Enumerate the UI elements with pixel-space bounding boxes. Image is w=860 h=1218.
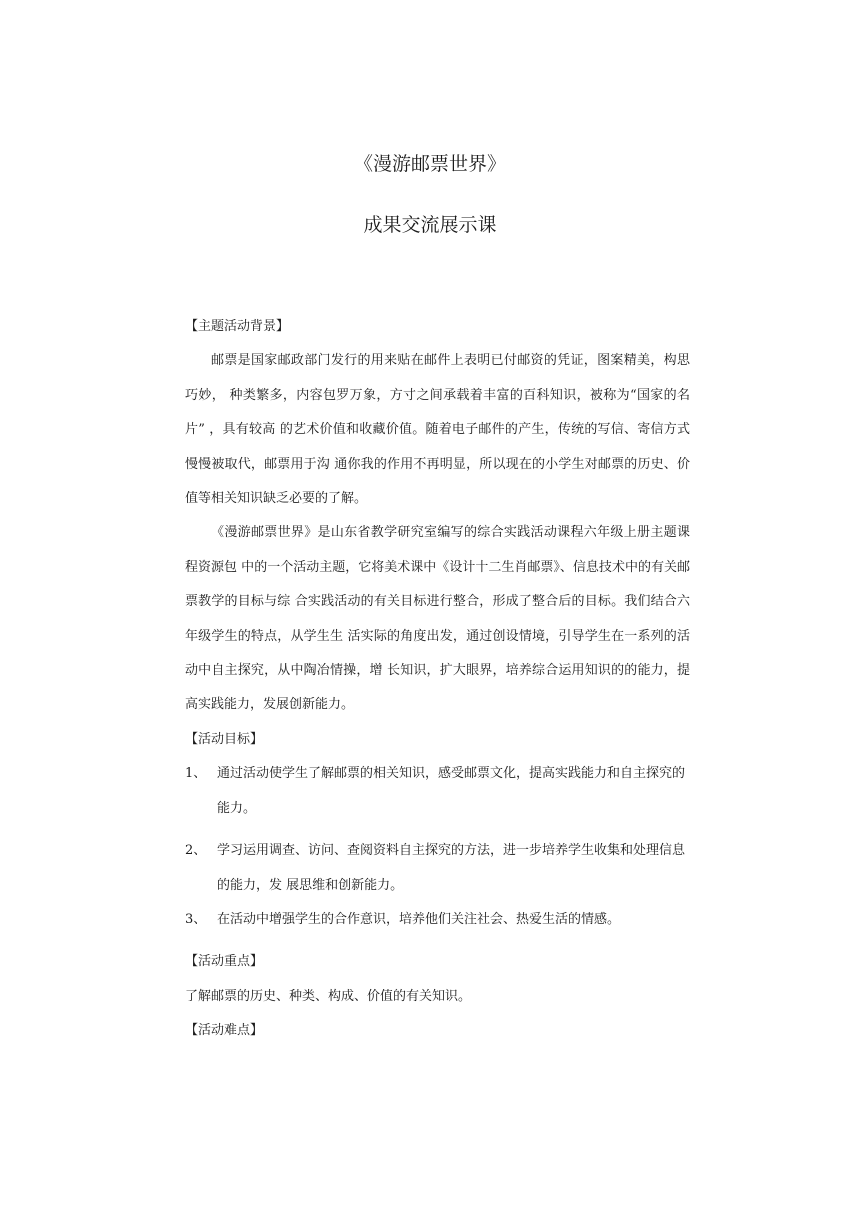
difficulties-heading: 【活动难点】 — [185, 1023, 264, 1039]
key-points-text: 了解邮票的历史、种类、构成、价值的有关知识。 — [185, 988, 472, 1004]
goal-text: 通过活动使学生了解邮票的相关知识，感受邮票文化，提高实践能力和自主探究的能力。 — [217, 766, 686, 816]
background-paragraph-1: 邮票是国家邮政部门发行的用来贴在邮件上表明已付邮资的凭证，图案精美，构思巧妙， 种类繁多，内容包罗万象，方寸之间承载着丰富的百科知识，被称为“国家的名片” ，具有较高 的艺术价值和收藏价值。随着电子邮件的产生，传统的写信、寄信方式慢慢被取代，邮票用于沟 通你我的作用不再明显，所以现在的小学生对邮票的历史、价值等相关知识缺乏必要的了解。 — [185, 353, 690, 507]
goal-text: 学习运用调查、访问、查阅资料自主探究的方法，进一步培养学生收集和处理信息的能力，发 展思维和创新能力。 — [217, 843, 686, 893]
document-subtitle: 成果交流展示课 — [363, 214, 497, 236]
goal-item-2 — [185, 834, 690, 903]
key-points-heading: 【活动重点】 — [185, 954, 264, 970]
document-title: 《漫游邮票世界》 — [353, 153, 506, 175]
background-paragraph-2: 《漫游邮票世界》是山东省教学研究室编写的综合实践活动课程六年级上册主题课程资源包 中的一个活动主题，它将美术课中《设计十二生肖邮票》、信息技术中的有关邮票教学的目标与综 合实践活动的有关目标进行整合，形成了整合后的目标。我们结合六年级学生的特点，从学生生 活实际的角度出发，通过创设情境，引导学生在一系列的活动中自主探究，从中陶冶情操，增 长知识，扩大眼界，培养综合运用知识的的能力，提高实践能力，发展创新能力。 — [185, 525, 690, 713]
goal-item-1 — [185, 757, 690, 826]
goal-number: 3、 — [185, 911, 207, 927]
goals-heading: 【活动目标】 — [185, 731, 264, 747]
goal-text: 在活动中增强学生的合作意识，培养他们关注社会、热爱生活的情感。 — [217, 911, 621, 927]
background-heading: 【主题活动背景】 — [185, 319, 290, 334]
document-body — [185, 310, 690, 1049]
goal-item-3 — [185, 903, 690, 937]
goal-number: 2、 — [185, 843, 207, 859]
goal-number: 1、 — [185, 766, 207, 782]
